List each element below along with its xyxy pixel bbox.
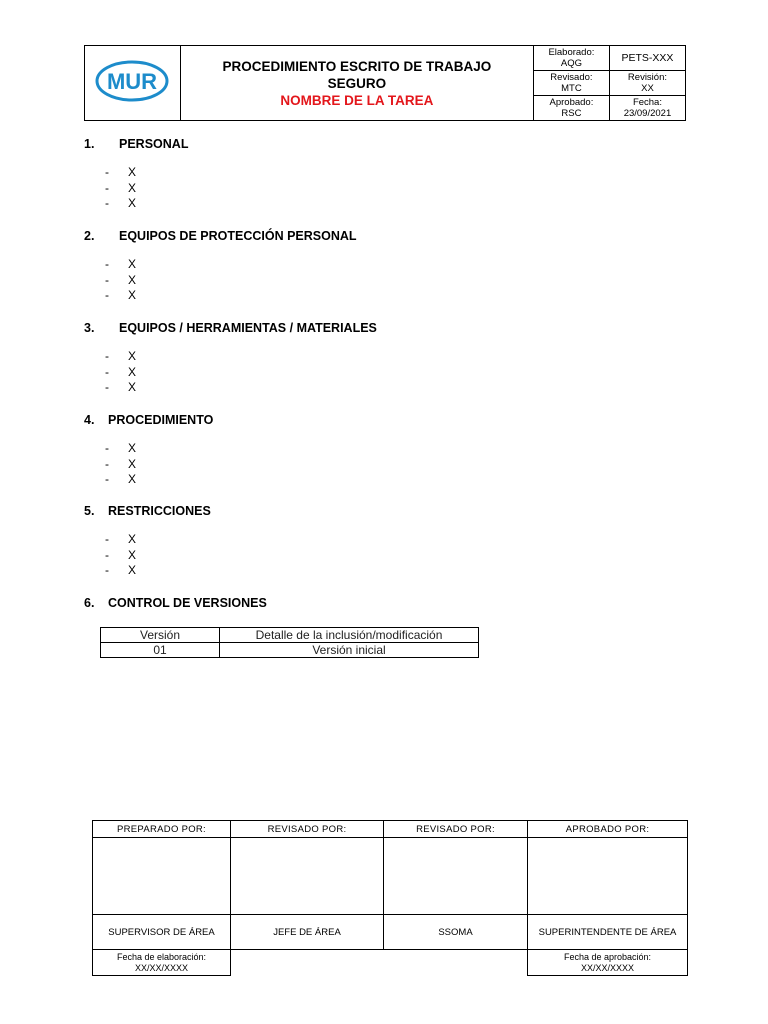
signature-blank-row <box>93 838 688 915</box>
section-title: EQUIPOS DE PROTECCIÓN PERSONAL <box>119 229 357 243</box>
document-code: PETS-XXX <box>609 46 685 71</box>
section-number: 2. <box>84 229 95 243</box>
version-cell: 01 <box>101 643 220 658</box>
section-number: 5. <box>84 504 95 518</box>
role-ssoma: SSOMA <box>384 915 528 950</box>
elaborado-value: AQG <box>560 58 582 69</box>
section-number: 1. <box>84 137 95 151</box>
signature-box[interactable] <box>93 838 231 915</box>
list-item: - X <box>105 257 137 271</box>
document-title-line1: PROCEDIMIENTO ESCRITO DE TRABAJO <box>222 58 492 74</box>
item-list <box>84 257 357 304</box>
section-heading <box>84 136 188 152</box>
fecha-aprobacion-cell <box>528 950 688 976</box>
list-item: - X <box>105 441 137 455</box>
section-procedimiento <box>84 412 213 488</box>
fecha-aprobacion-label: Fecha de aprobación: <box>563 951 652 962</box>
fecha-label: Fecha: <box>632 97 662 108</box>
list-item: - X <box>105 472 137 486</box>
item-list <box>84 441 213 488</box>
fecha-cell <box>609 96 685 121</box>
section-number: 4. <box>84 413 95 427</box>
role-superintendente: SUPERINTENDENTE DE ÁREA <box>528 915 688 950</box>
list-item: - X <box>105 380 137 394</box>
title-cell <box>180 46 533 121</box>
document-title-line2: SEGURO <box>327 75 387 91</box>
section-heading <box>84 228 357 244</box>
section-title: CONTROL DE VERSIONES <box>108 596 267 610</box>
section-heading <box>84 503 211 519</box>
revision-cell <box>609 71 685 96</box>
section-heading <box>84 595 267 611</box>
section-title: RESTRICCIONES <box>108 504 211 518</box>
table-row <box>101 643 479 658</box>
list-item: - X <box>105 364 137 379</box>
role-jefe: JEFE DE ÁREA <box>231 915 384 950</box>
signature-header-row <box>93 821 688 838</box>
section-control-versiones <box>84 595 267 611</box>
revisado-cell <box>533 71 609 96</box>
list-item: - X <box>105 165 137 179</box>
item-list <box>84 532 211 579</box>
aprobado-value: RSC <box>561 108 582 119</box>
list-item: - X <box>105 349 137 363</box>
revision-label: Revisión: <box>627 72 667 83</box>
versions-table <box>100 627 479 658</box>
section-equipos <box>84 320 377 396</box>
signature-table <box>92 820 688 976</box>
list-item: - X <box>105 563 137 577</box>
elaborado-cell <box>533 46 609 71</box>
document-header <box>84 45 686 121</box>
item-list <box>84 349 377 396</box>
role-supervisor: SUPERVISOR DE ÁREA <box>93 915 231 950</box>
aprobado-header: APROBADO POR: <box>528 821 688 838</box>
list-item: - X <box>105 272 137 287</box>
section-restricciones <box>84 503 211 579</box>
list-item: - X <box>105 456 137 471</box>
list-item: - X <box>105 288 137 302</box>
mur-logo <box>94 59 170 103</box>
preparado-header: PREPARADO POR: <box>93 821 231 838</box>
fecha-elaboracion-value: XX/XX/XXXX <box>134 962 189 973</box>
signature-role-row <box>93 915 688 950</box>
signature-date-row <box>93 950 688 976</box>
table-header-row <box>101 628 479 643</box>
list-item: - X <box>105 532 137 546</box>
revision-value: XX <box>641 83 654 94</box>
elaborado-label: Elaborado: <box>548 47 595 58</box>
section-personal <box>84 136 188 212</box>
detail-header: Detalle de la inclusión/modificación <box>220 628 479 643</box>
signature-box[interactable] <box>231 838 384 915</box>
logo-text: MUR <box>107 68 158 94</box>
revisado-header-1: REVISADO POR: <box>231 821 384 838</box>
logo-cell <box>85 46 181 121</box>
version-header: Versión <box>101 628 220 643</box>
signature-box[interactable] <box>528 838 688 915</box>
detail-cell: Versión inicial <box>220 643 479 658</box>
fecha-value: 23/09/2021 <box>623 108 672 119</box>
list-item: - X <box>105 196 137 210</box>
section-number: 6. <box>84 596 95 610</box>
fecha-aprobacion-value: XX/XX/XXXX <box>580 962 635 973</box>
empty-date-cell <box>231 950 528 976</box>
section-heading <box>84 412 213 428</box>
task-name: NOMBRE DE LA TAREA <box>280 92 434 108</box>
section-title: PERSONAL <box>119 137 189 151</box>
revisado-value: MTC <box>561 83 582 94</box>
aprobado-label: Aprobado: <box>549 97 594 108</box>
aprobado-cell <box>533 96 609 121</box>
revisado-label: Revisado: <box>550 72 593 83</box>
item-list <box>84 165 188 212</box>
section-title: PROCEDIMIENTO <box>108 413 214 427</box>
section-epp <box>84 228 357 304</box>
fecha-elaboracion-cell <box>93 950 231 976</box>
section-number: 3. <box>84 321 95 335</box>
signature-box[interactable] <box>384 838 528 915</box>
revisado-header-2: REVISADO POR: <box>384 821 528 838</box>
fecha-elaboracion-label: Fecha de elaboración: <box>116 951 207 962</box>
section-heading <box>84 320 377 336</box>
list-item: - X <box>105 547 137 562</box>
section-title: EQUIPOS / HERRAMIENTAS / MATERIALES <box>119 321 377 335</box>
list-item: - X <box>105 180 137 195</box>
